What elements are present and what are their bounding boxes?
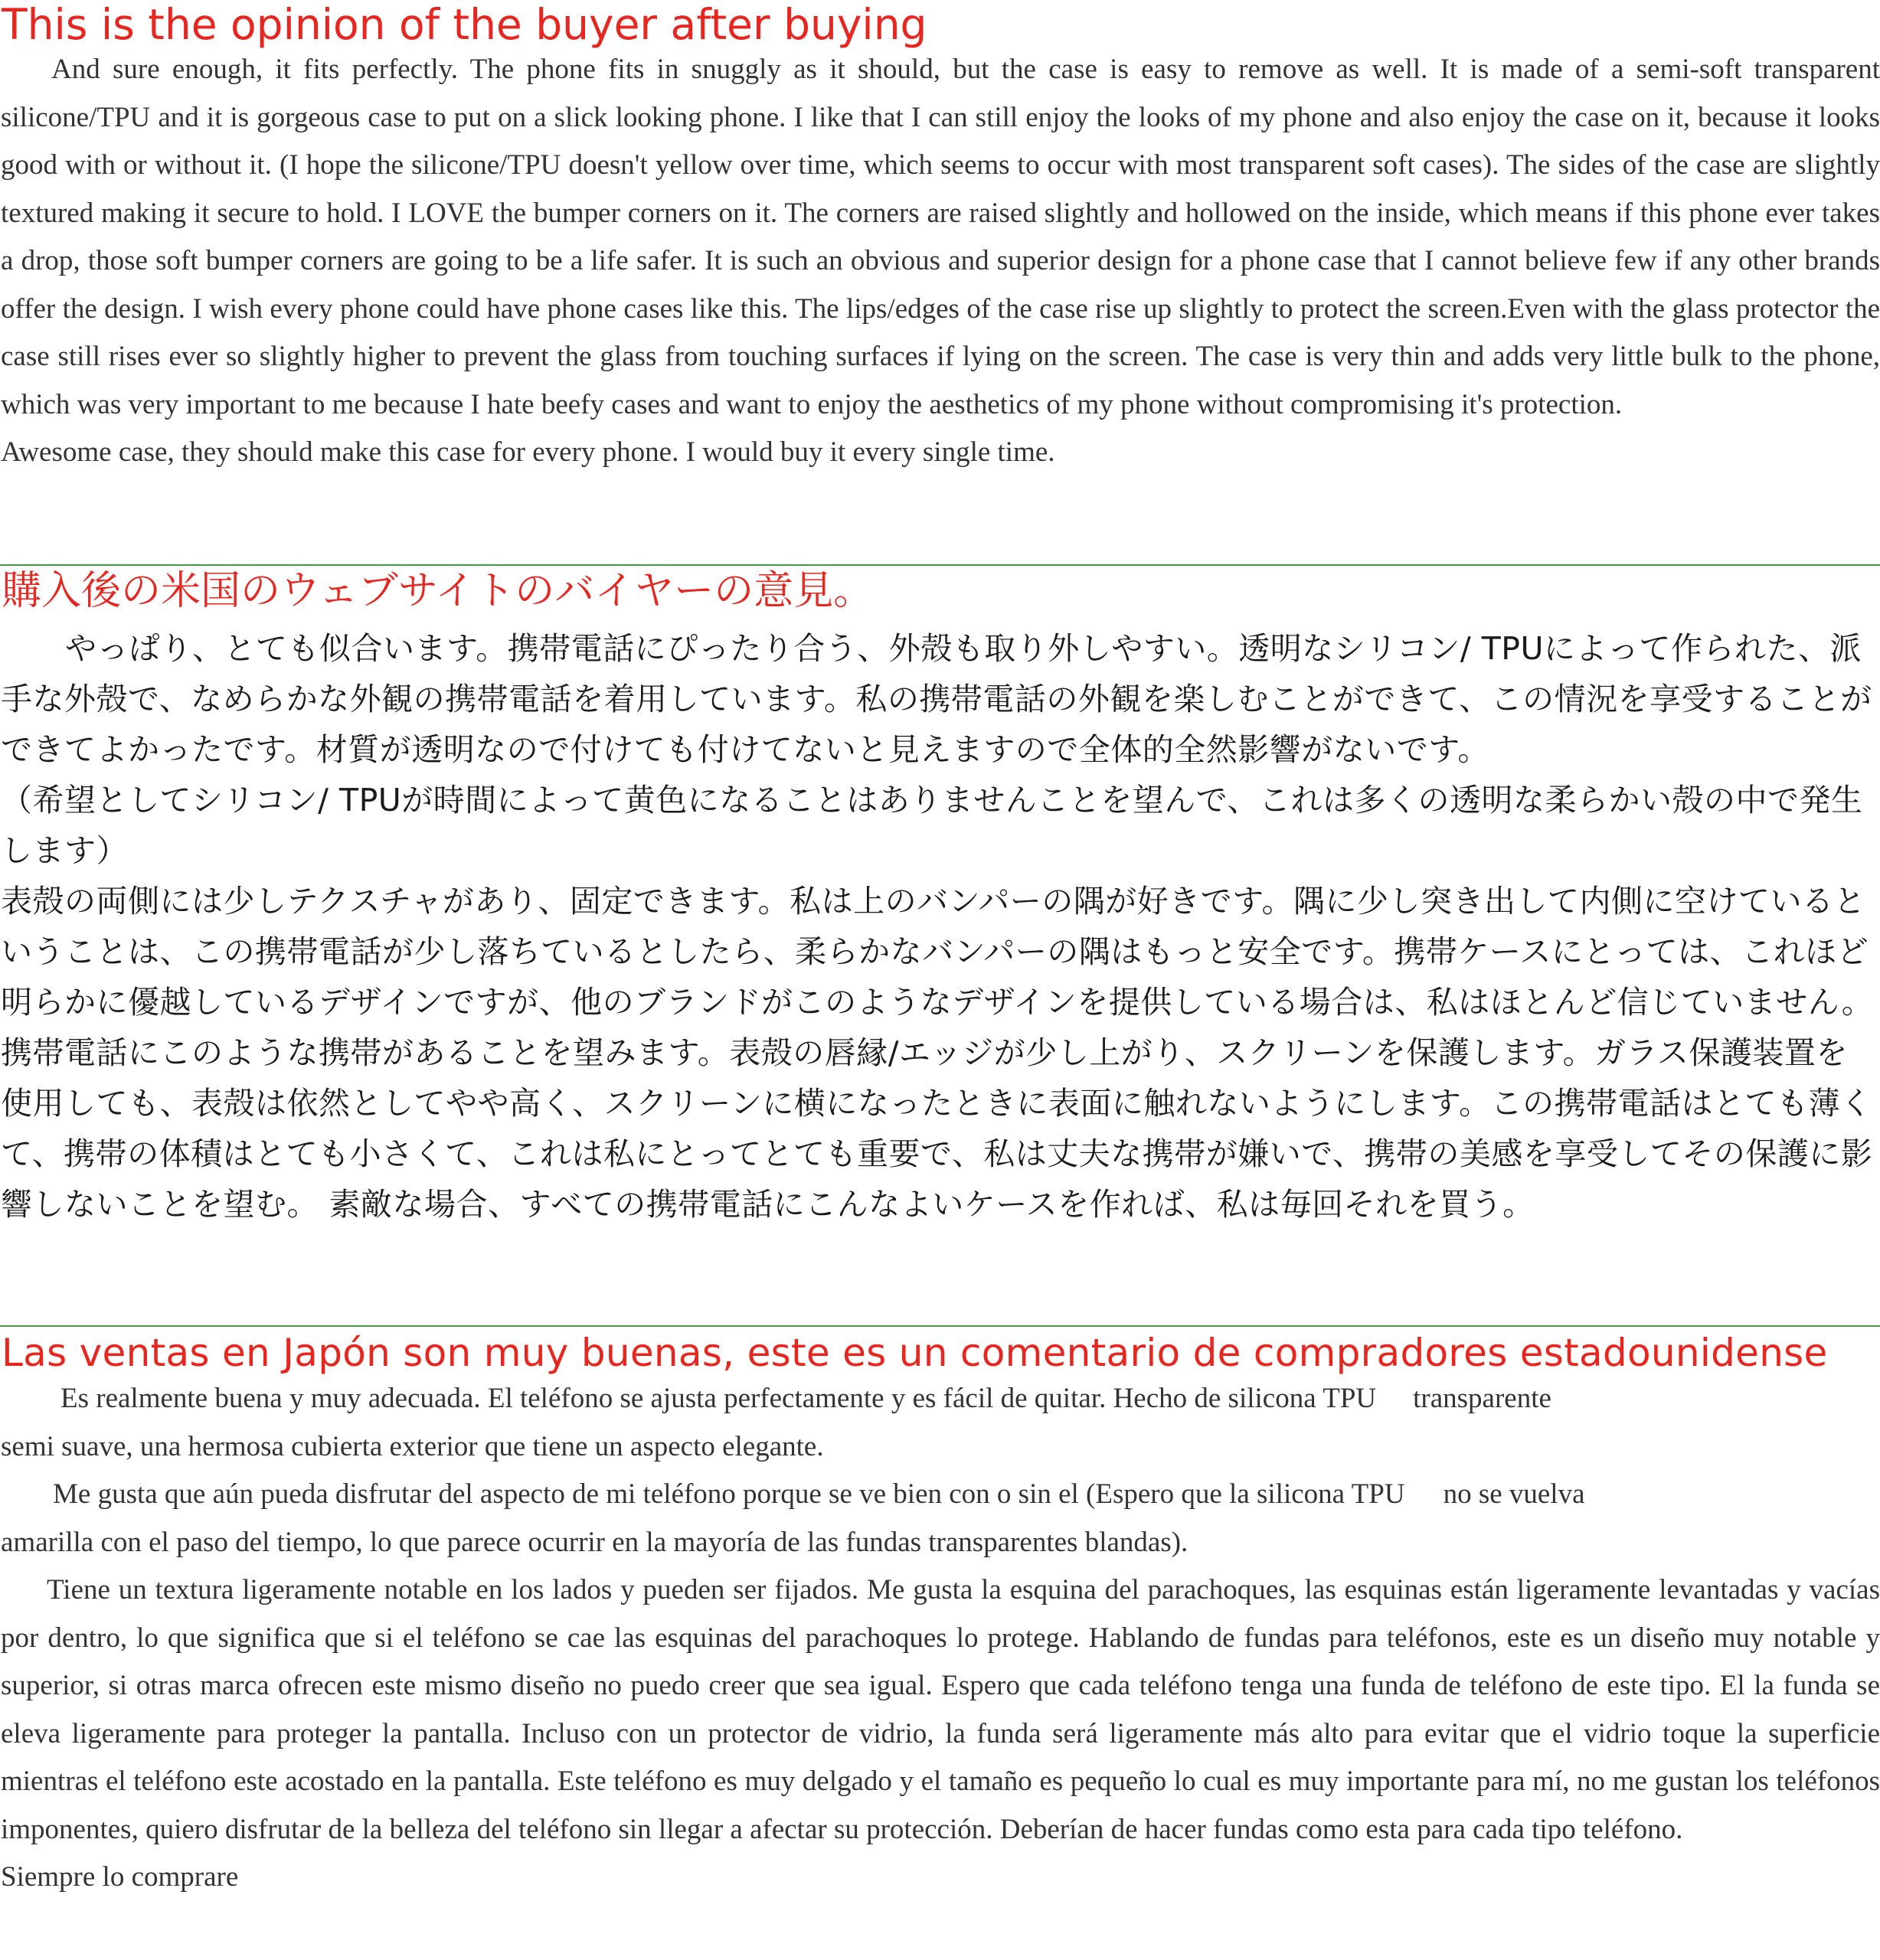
spanish-para2-part-c: amarilla con el paso del tiempo, lo que parece ocurrir en la mayoría de las fundas transparentes blandas). (1, 1526, 1188, 1558)
english-review-paragraph: And sure enough, it fits perfectly. The phone fits in snuggly as it should, but the case is easy to remove as well. It is made of a semi-soft transparent silicone/TPU and it is gorgeous case to put on a slick looking phone. I like that I can still enjoy the looks of my phone and also enjoy the case on it, because it looks good with or without it. (I hope the silicone/TPU doesn't yellow over time, which seems to occur with most transparent soft cases). The sides of the case are slightly textured making it secure to hold. I LOVE the bumper corners on it. The corners are raised slightly and hollowed on the inside, which means if this phone ever takes a drop, those soft bumper corners are going to be a life safer. It is such an obvious and superior design for a phone case that I cannot believe few if any other brands offer the design. I wish every phone could have phone cases like this. The lips/edges of the case rise up slightly to protect the screen.Even with the glass protector the case still rises ever so slightly higher to prevent the glass from touching surfaces if lying on the screen. The case is very thin and adds very little bulk to the phone, which was very important to me because I hate beefy cases and want to enjoy the aesthetics of my phone without compromising it's protection. (1, 54, 1880, 420)
english-heading: This is the opinion of the buyer after buying (2, 0, 927, 49)
spanish-review-paragraph-3: Tiene un textura ligeramente notable en los lados y pueden ser fijados. Me gusta la esquina del parachoques, las esquinas están ligeramente levantadas y vacías por dentro, lo que significa que si el teléfono se cae las esquinas del parachoques lo protege. Hablando de fundas para teléfonos, este es un diseño muy notable y superior, si otras marca ofrecen este mismo diseño no puedo creer que sea igual. Espero que cada teléfono tenga una funda de teléfono de este tipo. El la funda se eleva ligeramente para proteger la pantalla. Incluso con un protector de vidrio, la funda será ligeramente más alto para evitar que el vidrio toque la superficie mientras el teléfono este acostado en la pantalla. Este teléfono es muy delgado y el tamaño es pequeño lo cual es muy importante para mí, no me gustan los teléfonos imponentes, quiero disfrutar de la belleza del teléfono sin llegar a afectar su protección. Deberían de hacer fundas como esta para cada tipo teléfono. (1, 1574, 1880, 1845)
japanese-review-paragraph-1: やっぱり、とても似合います。携帯電話にぴったり合う、外殻も取り外しやすい。透明なシリコン/ TPUによって作られた、派手な外殻で、なめらかな外観の携帯電話を着用しています。私の携帯電話の外観を楽しむことができて、この情況を享受することができてよかったです。材質が透明なので付けても付けてないと見えますので全体的全然影響がないです。 (1, 630, 1872, 768)
spanish-review-paragraph-1 (0, 1375, 1880, 1471)
spanish-para1-part-a: Es realmente buena y muy adecuada. El teléfono se ajusta perfectamente y es fácil de quitar. Hecho de silicona TPU (60, 1383, 1377, 1414)
japanese-review-paragraph-2: （希望としてシリコン/ TPUが時間によって黄色になることはありませんことを望んで、これは多くの透明な柔らかい殻の中で発生します） (1, 782, 1863, 869)
japanese-review-section (0, 564, 1880, 1230)
english-review-section (0, 0, 1880, 477)
spanish-para2-part-b: no se vuelva (1443, 1478, 1585, 1510)
spanish-review-paragraph-4: Siempre lo comprare (1, 1861, 239, 1893)
section-divider-2 (0, 1325, 1880, 1327)
spanish-para2-part-a: Me gusta que aún pueda disfrutar del aspecto de mi teléfono porque se ve bien con o sin el (Espero que la silicona TPU (53, 1478, 1405, 1510)
spanish-heading: Las ventas en Japón son muy buenas, este es un comentario de compradores estadounidense (2, 1331, 1828, 1375)
english-review-closing: Awesome case, they should make this case for every phone. I would buy it every single time. (1, 436, 1055, 468)
spanish-para1-part-c: semi suave, una hermosa cubierta exterior que tiene un aspecto elegante. (1, 1430, 824, 1462)
spanish-para1-part-b: transparente (1413, 1383, 1551, 1414)
spanish-review-section (0, 1328, 1880, 1902)
spanish-review-paragraph-2 (0, 1471, 1880, 1566)
japanese-review-paragraph-3: 表殻の両側には少しテクスチャがあり、固定できます。私は上のバンパーの隅が好きです。隅に少し突き出して内側に空けているということは、この携帯電話が少し落ちているとしたら、柔らかなバンパーの隅はもっと安全です。携帯ケースにとっては、これほど明らかに優越しているデザインですが、他のブランドがこのようなデザインを提供している場合は、私はほとんど信じていません。携帯電話にこのような携帯があることを望みます。表殻の唇縁/エッジが少し上がり、スクリーンを保護します。ガラス保護装置を使用しても、表殻は依然としてやや高く、スクリーンに横になったときに表面に触れないようにします。この携帯電話はとても薄くて、携帯の体積はとても小さくて、これは私にとってとても重要で、私は丈夫な携帯が嫌いで、携帯の美感を享受してその保護に影響しないことを望む。 素敵な場合、すべての携帯電話にこんなよいケースを作れば、私は毎回それを買う。 (1, 883, 1874, 1223)
japanese-heading: 購入後の米国のウェブサイトのバイヤーの意見。 (2, 568, 874, 614)
